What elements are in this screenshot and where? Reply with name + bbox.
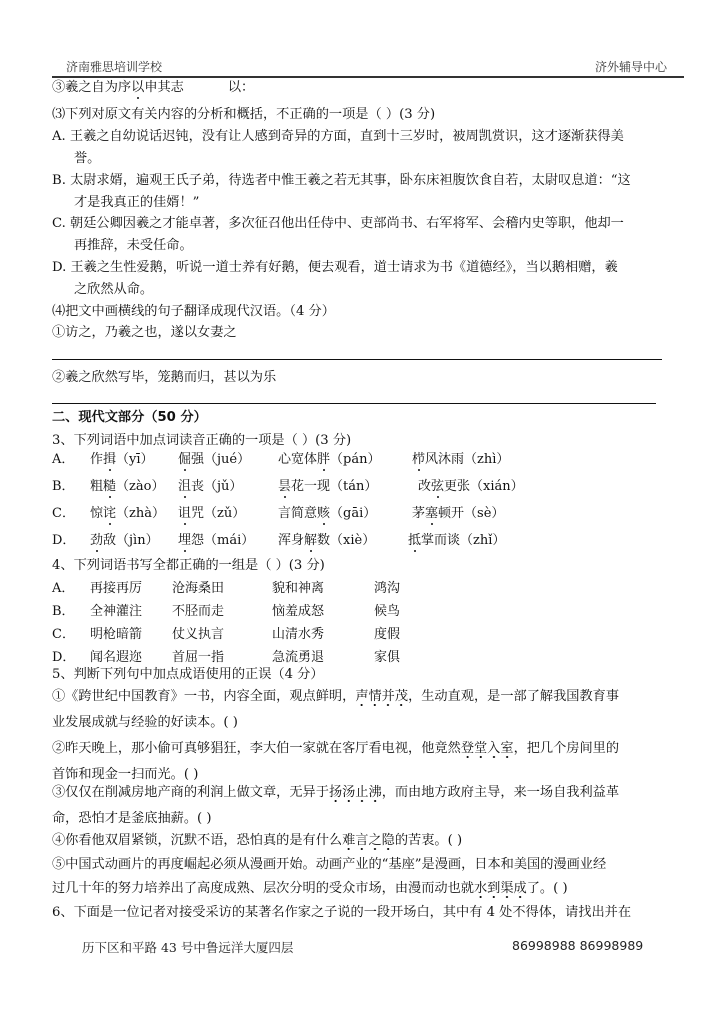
- text: ②昨天晚上，那小偷可真够猖狂，李大伯一家就在客厅看电视，他竟然: [52, 741, 461, 756]
- text: 改: [418, 479, 432, 494]
- text: 了。( ): [526, 881, 568, 896]
- option-label: A．: [52, 581, 75, 596]
- option-label: B．: [52, 479, 75, 494]
- option-b: B. 太尉求婿，遍观王氏子弟，待选者中惟王羲之若无其事，卧东床袒腹饮食自若，太尉叹息道：“这: [52, 173, 631, 188]
- word-item: 恼羞成怒: [272, 604, 325, 619]
- pinyin-text: 丧（jǔ）: [191, 479, 243, 494]
- dotted-idiom: 声情并茂: [355, 689, 408, 707]
- text: 茅: [412, 506, 426, 521]
- section-title: 二、现代文部分（50 分）: [52, 410, 207, 425]
- word-item: [90, 505, 165, 523]
- dotted-char: 倔: [178, 452, 192, 467]
- pinyin-text: 数（xiè）: [317, 533, 376, 548]
- word-item: [90, 532, 159, 550]
- dotted-char: 以: [131, 80, 145, 95]
- pinyin-text: 咒（zǔ）: [191, 506, 246, 521]
- q5-sentence-2-cont: 首饰和现金一扫而光。( ): [52, 767, 199, 782]
- text: 粗: [90, 479, 104, 494]
- q5-sentence-2: [52, 740, 619, 758]
- dotted-char: 胖: [317, 452, 331, 467]
- word-item: 貌和神离: [272, 581, 325, 596]
- word-item: 沧海桑田: [172, 581, 225, 596]
- question-5-title: 5、判断下列句中加点成语使用的正误（4 分）: [52, 667, 324, 682]
- option-label: A．: [52, 452, 75, 467]
- pinyin-text: 风沐雨（zhì）: [425, 452, 510, 467]
- option-a: A. 王羲之自幼说话迟钝，没有让人感到奇异的方面，直到十三岁时，被周凯赏识，这才逐渐获得美: [52, 129, 624, 144]
- word-item: 闻名遐迩: [90, 650, 143, 665]
- word-item: 全神灌注: [90, 604, 143, 619]
- pinyin-text: 花一现（tán）: [291, 479, 378, 494]
- dotted-char: 赅: [317, 506, 331, 521]
- q5-sentence-5-cont: [52, 880, 568, 898]
- text: 的苦衷。( ): [394, 833, 463, 848]
- dotted-char: 沮: [178, 479, 192, 494]
- word-item: 鸿沟: [374, 581, 401, 596]
- option-c: C. 朝廷公卿因羲之才能卓著，多次征召他出任侍中、吏部尚书、右军将军、会稽内史等职，他却一: [52, 216, 624, 231]
- word-item: 首屈一指: [172, 650, 225, 665]
- q5-sentence-3-cont: 命，恐怕才是釜底抽薪。( ): [52, 811, 212, 826]
- translate-1: ①访之，乃羲之也，遂以女妻之: [52, 325, 237, 340]
- header-center-name: 济外辅导中心: [595, 60, 668, 74]
- option-b-cont: 才是我真正的佳婿！”: [74, 195, 200, 210]
- word-item: 再接再厉: [90, 581, 143, 596]
- option-label: D．: [52, 650, 76, 665]
- pinyin-text: （gāi）: [330, 506, 377, 521]
- option-d-cont: 之欣然从命。: [74, 282, 154, 297]
- dotted-idiom: 登堂入室: [461, 741, 514, 759]
- word-item: 候鸟: [374, 604, 401, 619]
- header-divider: [52, 76, 684, 78]
- pinyin-text: （pán）: [330, 452, 381, 467]
- pinyin-text: （zhà）: [116, 506, 166, 521]
- translate-2: ②羲之欣然写毕，笼鹅而归，甚以为乐: [52, 370, 277, 385]
- word-item: [90, 451, 154, 469]
- dotted-char: 埋: [178, 533, 192, 548]
- word-item: 急流勇退: [272, 650, 325, 665]
- q5-sentence-1-cont: 业发展成就与经验的好读本。( ): [52, 715, 238, 730]
- word-item: [278, 532, 375, 550]
- pinyin-text: 更张（xián）: [444, 479, 524, 494]
- word-item: [278, 505, 376, 523]
- word-item: [90, 478, 164, 496]
- q5-sentence-3: [52, 784, 619, 802]
- text: 过几十年的努力培养出了高度成熟、层次分明的受众市场，由漫而动也就: [52, 881, 474, 896]
- q5-sentence-4: [52, 832, 462, 850]
- text: ，把几个房间里的: [513, 741, 620, 756]
- text: 浑身: [278, 533, 305, 548]
- dotted-char: 糙: [103, 479, 117, 494]
- dotted-char: 弦: [431, 479, 445, 494]
- word-item: 山清水秀: [272, 627, 325, 642]
- dotted-idiom: 水到渠成: [474, 881, 527, 899]
- text: ③仅仅在削减房地产商的利润上做文章，无异于: [52, 785, 329, 800]
- dotted-char: 诧: [103, 506, 117, 521]
- question-3b: 3、下列词语中加点词读音正确的一项是（ ）(3 分): [52, 433, 352, 448]
- text: ④你看他双眉紧锁，沉默不语，恐怕真的是有什么: [52, 833, 343, 848]
- question-6: 6、下面是一位记者对接受采访的某著名作家之子说的一段开场白，其中有 4 处不得体，请找出并在: [52, 905, 632, 920]
- pinyin-text: （yī）: [116, 452, 154, 467]
- dotted-char: 昙: [278, 479, 292, 494]
- question-4: ⑷把文中画横线的句子翻译成现代汉语。（4 分）: [52, 304, 335, 319]
- dotted-char: 抵: [408, 533, 422, 548]
- answer-line-2[interactable]: [52, 403, 656, 404]
- dotted-char: 解: [304, 533, 318, 548]
- dotted-char: 诅: [178, 506, 192, 521]
- option-label: B．: [52, 604, 75, 619]
- word-item: 明枪暗箭: [90, 627, 143, 642]
- dotted-idiom: 难言之隐: [342, 833, 395, 851]
- answer-line-1[interactable]: [52, 359, 662, 360]
- text: ①《跨世纪中国教育》一书，内容全面，观点鲜明，: [52, 689, 356, 704]
- word-item: [408, 532, 505, 550]
- text: 心宽体: [278, 452, 318, 467]
- question-3: ⑶下列对原文有关内容的分析和概括，不正确的一项是（ ）(3 分): [52, 107, 436, 122]
- dotted-char: 劲: [90, 533, 104, 548]
- dotted-idiom: 扬汤止沸: [329, 785, 382, 803]
- text: 言简意: [278, 506, 318, 521]
- pinyin-text: 掌而谈（zhǐ）: [421, 533, 506, 548]
- option-label: D．: [52, 533, 76, 548]
- word-item: [278, 478, 377, 496]
- question-4b-title: 4、下列词语书写全都正确的一组是（ ）(3 分): [52, 558, 325, 573]
- text: 申其志: [144, 80, 184, 95]
- dotted-char: 塞: [425, 506, 439, 521]
- pinyin-text: 敌（jìn）: [103, 533, 159, 548]
- dotted-char: 栉: [412, 452, 426, 467]
- text: 作: [90, 452, 104, 467]
- word-item: [178, 478, 242, 496]
- word-item: [412, 451, 509, 469]
- word-item: [178, 505, 245, 523]
- word-item: 度假: [374, 627, 401, 642]
- text: 惊: [90, 506, 104, 521]
- word-item: [178, 532, 254, 550]
- text: ，生动直观，是一部了解我国教育事: [408, 689, 620, 704]
- option-a-cont: 誉。: [74, 151, 101, 166]
- q5-sentence-1: [52, 688, 619, 706]
- text-line: [52, 79, 254, 97]
- word-item: [278, 451, 380, 469]
- option-label: C．: [52, 627, 75, 642]
- word-item: 仗义执言: [172, 627, 225, 642]
- header-school-name: 济南雅思培训学校: [66, 60, 163, 74]
- word-item: [412, 505, 504, 523]
- footer-phones: 86998988 86998989: [512, 938, 644, 953]
- option-d: D. 王羲之生性爱鹅，听说一道士养有好鹅，便去观看，道士请求为书《道德经》，当以鹅相赠，羲: [52, 260, 618, 275]
- word-item: [418, 478, 524, 496]
- pinyin-text: （zào）: [116, 479, 165, 494]
- text: 以：: [227, 80, 255, 95]
- pinyin-text: 怨（mái）: [191, 533, 255, 548]
- word-item: 不胫而走: [172, 604, 225, 619]
- word-item: [178, 451, 250, 469]
- option-c-cont: 再推辞，未受任命。: [74, 238, 193, 253]
- text: ③羲之自为序: [52, 80, 132, 95]
- pinyin-text: 顿开（sè）: [438, 506, 505, 521]
- text: ，而由地方政府主导，来一场自我利益革: [381, 785, 620, 800]
- option-label: C．: [52, 506, 75, 521]
- pinyin-text: 强（jué）: [191, 452, 251, 467]
- word-item: 家俱: [374, 650, 401, 665]
- dotted-char: 揖: [103, 452, 117, 467]
- q5-sentence-5: ⑤中国式动画片的再度崛起必须从漫画开始。动画产业的“基座”是漫画，日本和美国的漫画业经: [52, 857, 607, 872]
- footer-address: 历下区和平路 43 号中鲁远洋大厦四层: [82, 940, 294, 955]
